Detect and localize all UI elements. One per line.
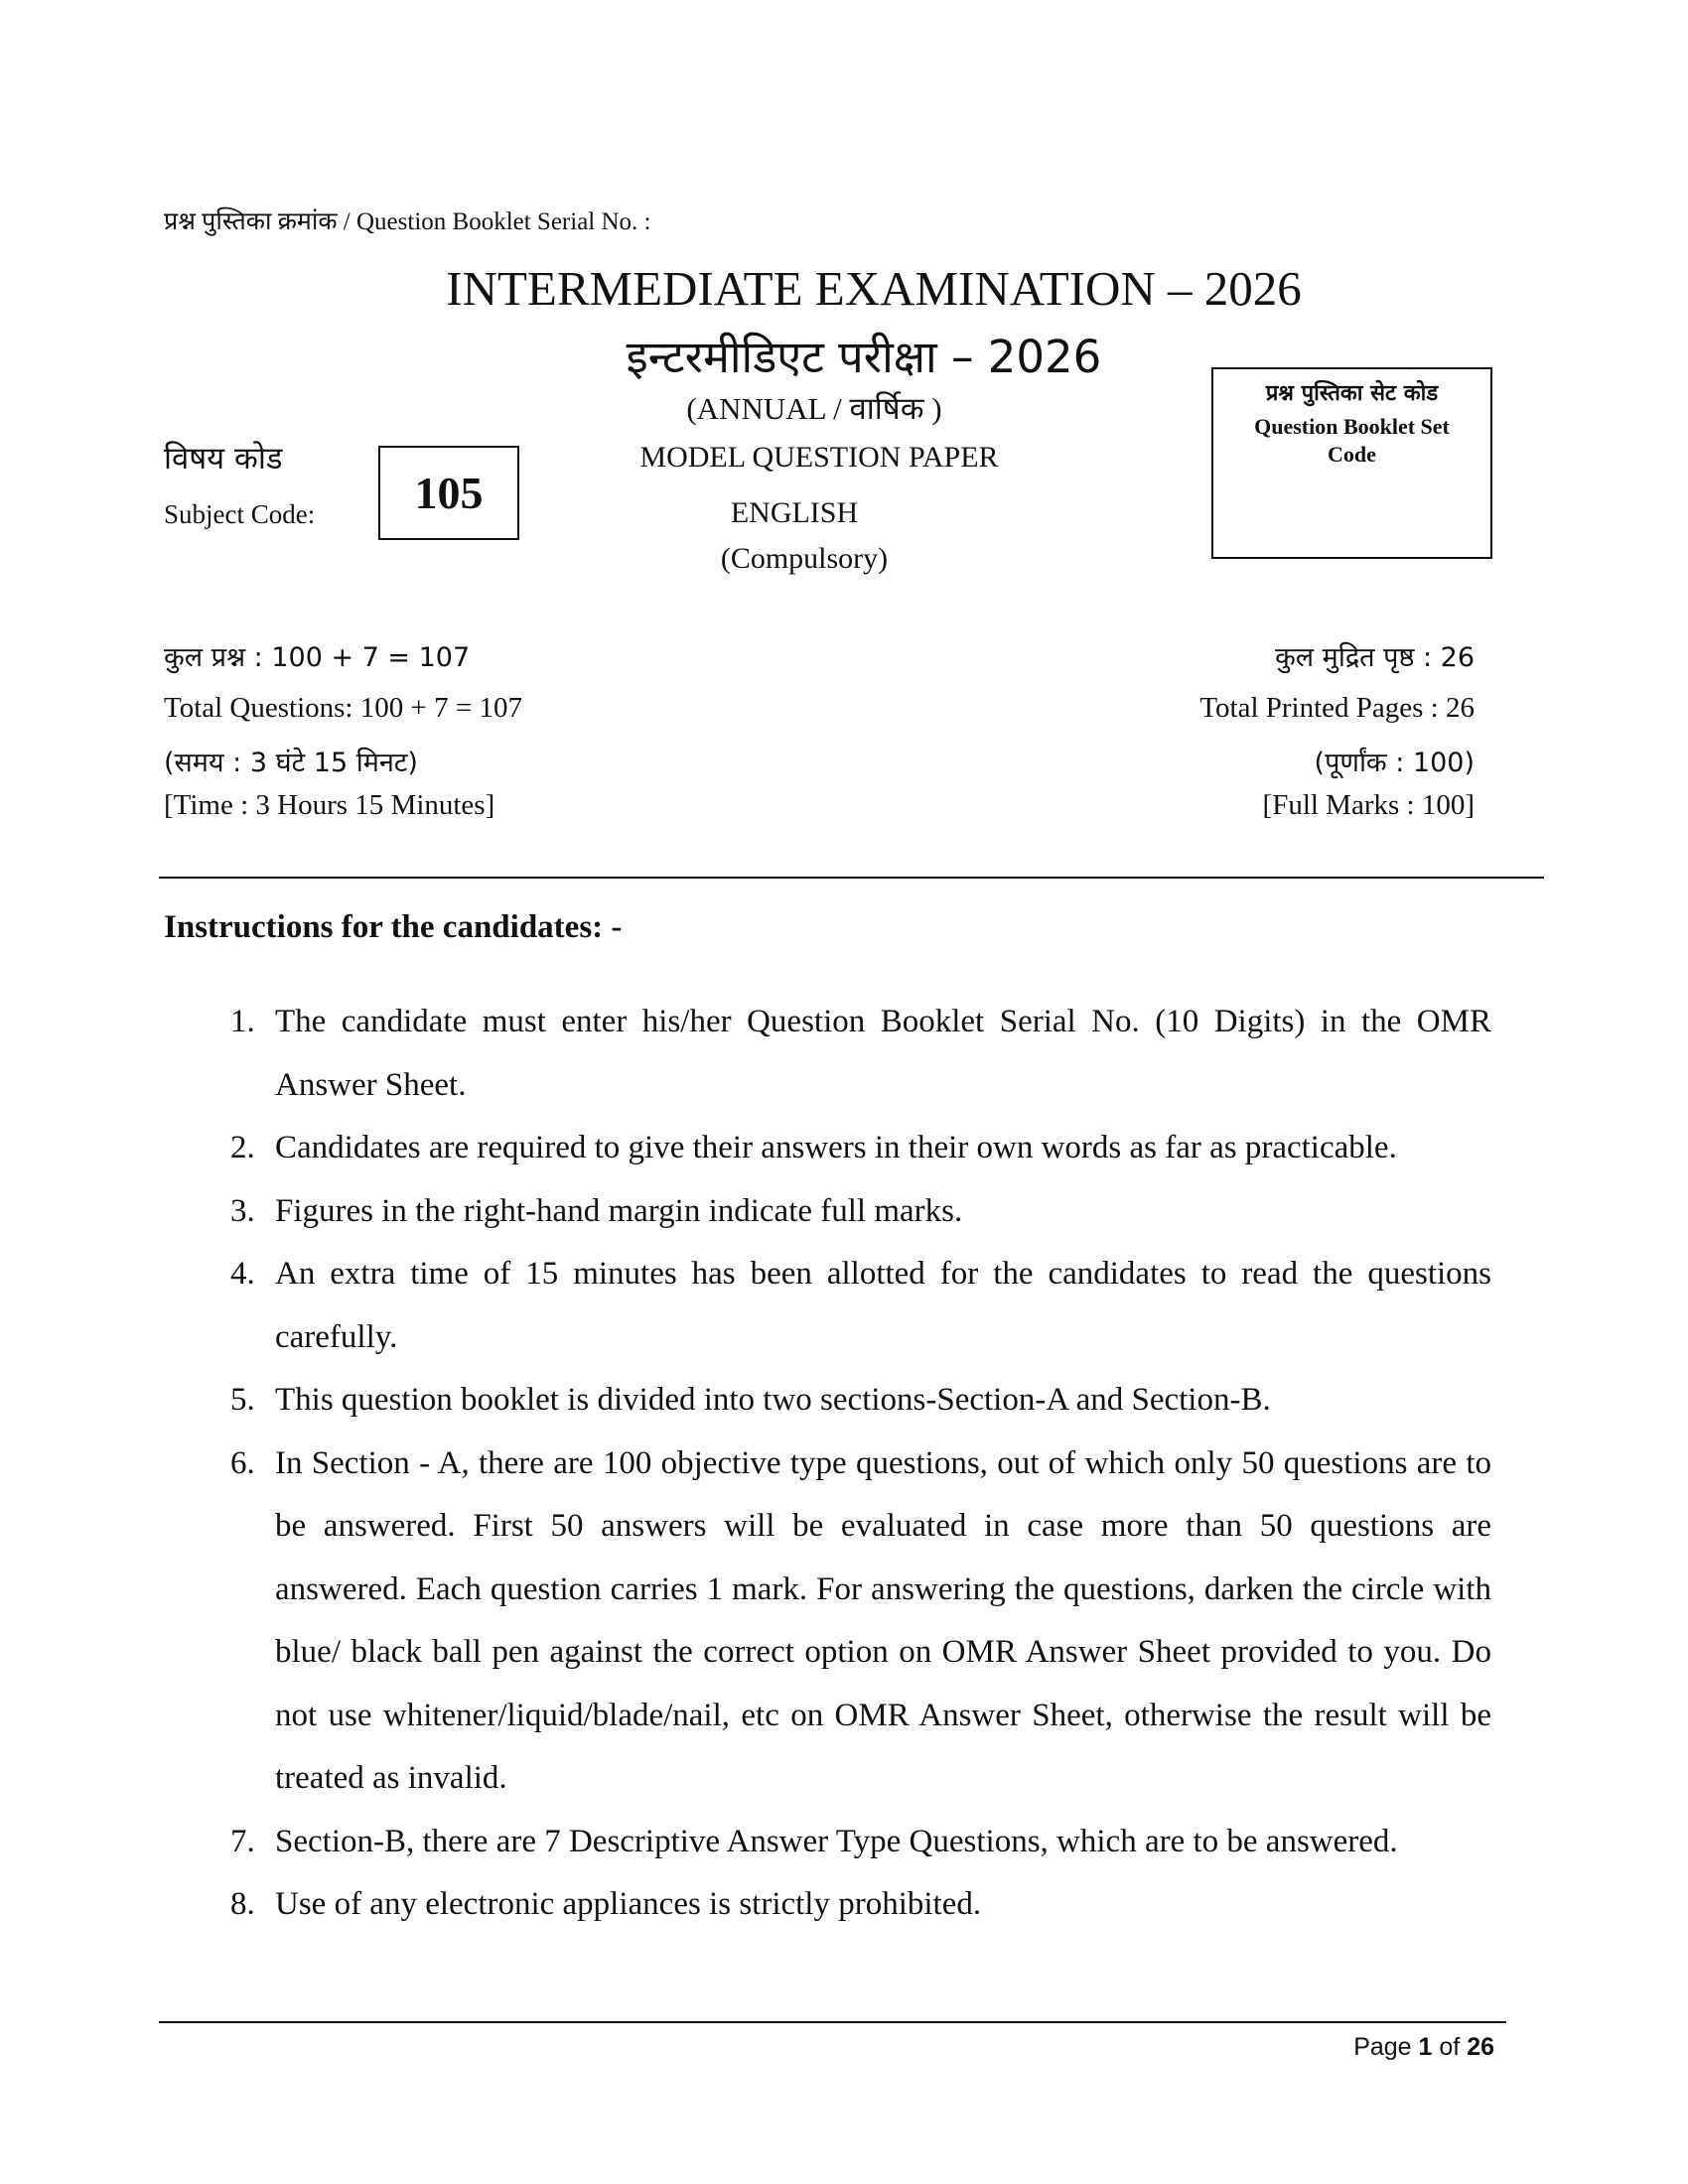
- instruction-item: [230, 1243, 1491, 1369]
- set-code-label-hindi: प्रश्न पुस्तिका सेट कोड: [1265, 381, 1439, 406]
- instruction-text: Use of any electronic appliances is strictly prohibited.: [275, 1886, 982, 1922]
- instructions-heading: Instructions for the candidates: -: [164, 909, 623, 945]
- divider: [159, 877, 1544, 879]
- instruction-text: In Section - A, there are 100 objective type questions, out of which only 50 questions are to be answered. First 50 answers will be evaluated in case more than 50 questions are answered. Each question carries 1 mark. For answering the questions, darken the circle with blue/ black ball pen against the correct option on OMR Answer Sheet provided to you. Do not use whitener/liquid/blade/nail, etc on OMR Answer Sheet, otherwise the result will be treated as invalid.: [275, 1444, 1491, 1796]
- total-questions-hindi: कुल प्रश्न : 100 + 7 = 107: [164, 642, 471, 673]
- set-code-box: [1211, 367, 1492, 559]
- instruction-item: [230, 1873, 1491, 1937]
- set-code-label: Question Booklet Set Code: [1254, 414, 1450, 467]
- paper-type: MODEL QUESTION PAPER: [639, 441, 999, 474]
- subject-code-label-hindi: विषय कोड: [164, 441, 283, 477]
- page-total: 26: [1467, 2033, 1494, 2061]
- instruction-item: [230, 1433, 1491, 1811]
- instruction-item: [230, 1811, 1491, 1874]
- subject-category: (Compulsory): [720, 542, 889, 575]
- instruction-item: [230, 1180, 1491, 1244]
- time-hindi: (समय : 3 घंटे 15 मिनट): [164, 748, 418, 778]
- instruction-text: This question booklet is divided into two sections-Section-A and Section-B.: [275, 1382, 1271, 1418]
- full-marks: [Full Marks : 100]: [1262, 789, 1475, 821]
- booklet-serial-label: प्रश्न पुस्तिका क्रमांक / Question Booklet Serial No. :: [164, 208, 651, 235]
- instruction-number: 6.: [230, 1444, 255, 1481]
- page-current: 1: [1418, 2033, 1433, 2061]
- subject-name: ENGLISH: [730, 496, 859, 529]
- instruction-text: Figures in the right-hand margin indicate full marks.: [275, 1192, 963, 1229]
- printed-pages-hindi: कुल मुद्रित पृष्ठ : 26: [1275, 642, 1475, 673]
- instruction-number: 1.: [230, 1004, 255, 1039]
- printed-pages: Total Printed Pages : 26: [1199, 692, 1475, 724]
- instruction-item: [230, 1369, 1491, 1433]
- instruction-number: 8.: [230, 1886, 255, 1922]
- total-questions: Total Questions: 100 + 7 = 107: [164, 692, 522, 724]
- instruction-number: 2.: [230, 1130, 255, 1165]
- instruction-item: [230, 1117, 1491, 1180]
- instruction-text: An extra time of 15 minutes has been allotted for the candidates to read the questions carefully.: [275, 1256, 1491, 1355]
- page-of: of: [1432, 2033, 1468, 2061]
- subject-code-label: Subject Code:: [164, 499, 316, 529]
- instruction-text: Section-B, there are 7 Descriptive Answer Type Questions, which are to be answered.: [275, 1823, 1398, 1859]
- instruction-text: Candidates are required to give their answers in their own words as far as practicable.: [275, 1130, 1397, 1165]
- footer-divider: [159, 2021, 1506, 2023]
- page-prefix: Page: [1353, 2033, 1419, 2061]
- exam-title-english: INTERMEDIATE EXAMINATION – 2026: [446, 261, 1302, 316]
- exam-title-hindi: इन्टरमीडिएट परीक्षा – 2026: [626, 331, 1102, 383]
- full-marks-hindi: (पूर्णांक : 100): [1314, 748, 1475, 778]
- instruction-number: 4.: [230, 1256, 255, 1292]
- subject-code-box: [378, 446, 519, 540]
- instruction-text: The candidate must enter his/her Question Booklet Serial No. (10 Digits) in the OMR Answer Sheet.: [275, 1004, 1491, 1103]
- instruction-item: [230, 991, 1491, 1117]
- page-number: [1353, 2033, 1494, 2062]
- instructions-list: [230, 991, 1491, 1937]
- subject-code-value: 105: [414, 468, 484, 518]
- instruction-number: 5.: [230, 1382, 255, 1418]
- exam-type: (ANNUAL / वार्षिक ): [686, 391, 942, 426]
- instruction-number: 3.: [230, 1192, 255, 1229]
- time-allowed: [Time : 3 Hours 15 Minutes]: [164, 789, 495, 821]
- instruction-number: 7.: [230, 1823, 255, 1859]
